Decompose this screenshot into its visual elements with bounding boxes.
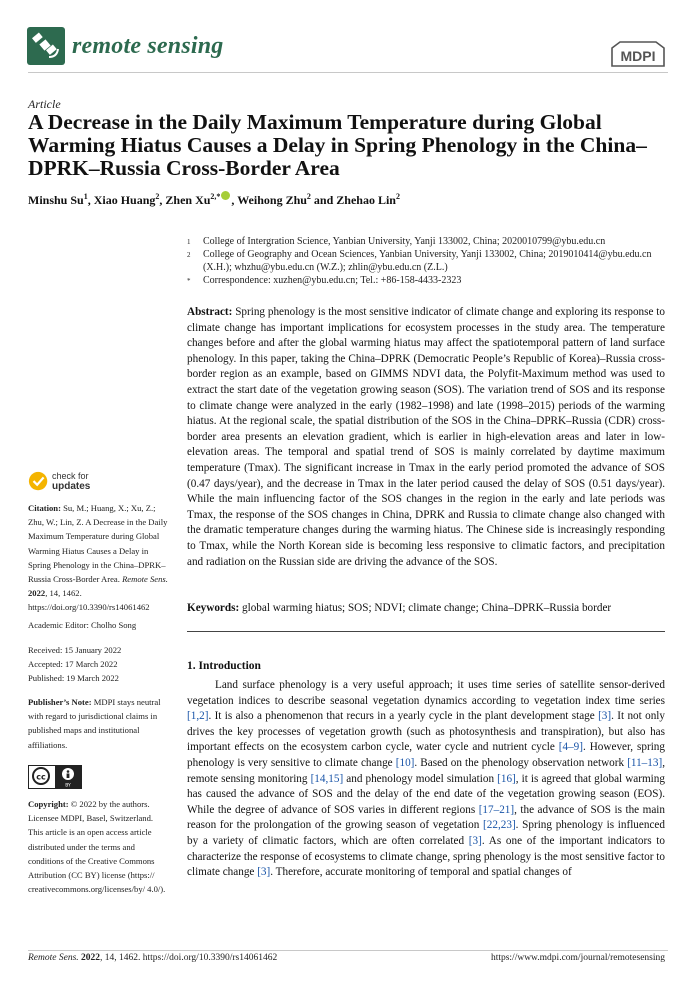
citation-link[interactable]: [16] [497,772,516,785]
keywords [187,601,665,616]
accepted-date: Accepted: 17 March 2022 [28,659,118,669]
intro-text: . It not only drives the key processes of vegetation growth (such as photosynthesis and transpiration), but also has important effects on the ecosystem carbon cycle, water cycle and nutrient cycle [187,710,665,754]
citation-link[interactable]: [10] [395,756,415,769]
author-affil: 2,* [210,192,221,201]
published-date: Published: 19 March 2022 [28,673,119,683]
abstract-text: Spring phenology is the most sensitive indicator of climate change and exploring its response to climate change has important implications for ecosystem processes in the study area. The temperature changes before and after the global warming hiatus may affect the spatiotemporal pattern of land surface phenology. In this paper, taking the China–DPRK (Democratic People’s Republic of Korea)–Russia cross-border region as an example, based on GIMMS NDVI data, the Polyfit-Maximum method was used to extract the start date of the vegetation growing season (SOS). The variation trend of SOS and its response to climate change were analyzed in the early (1982–1998) and late (1998–2015) periods of the warming hiatus. At the regional scale, the spatial distribution of the SOS in the China–DPRK–Russia (CDR) cross-border area presents an elevation gradient, which is earlier in high-elevation areas and later in low-elevation areas. The temporal and spatial trend of SOS is mainly correlated by daytime maximum temperature (Tmax). The significant increase in Tmax in the early period promoted the advance of SOS (0.47 days/year), and the decrease in Tmax in the later period caused the delay of SOS (0.51 days/year). While the main influencing factor of the SOS changes in the region in the early and late periods was Tmax, the response of the SOS changes in China, DPRK and Russia to climate change also changed with the dramatic temperature changes during the warming hiatus. The Chinese side is increasingly responding to Tmax, while the North Korean side is becoming less responsive to climatic factors, and precipitation and radiation on the Russian side are driving the advance of the SOS. [187,306,665,568]
citation-link[interactable]: [3] [598,710,612,723]
footer-citation: Remote Sens. 2022, 14, 1462. https://doi.org/10.3390/rs14061462 [28,953,278,963]
intro-text: . However, spring phenology is very sensitive to climate change [187,741,665,769]
check-for-updates-icon[interactable] [28,470,50,494]
journal-name: remote sensing [72,33,224,59]
intro-text: . Spring phenology is influenced by a variety of climatic factors, which are often correlated [187,819,665,847]
author-name[interactable]: Zhehao Lin [336,193,396,207]
citation-doi-link[interactable]: https://doi.org/10.3390/rs14061462 [28,602,150,613]
footer-journal-url[interactable]: https://www.mdpi.com/journal/remotesensing [490,953,665,963]
intro-text: . It is also a phenomenon that recurs in a yearly cycle in the plant development stage [208,710,599,723]
affiliation-1: 1 College of Intergration Science, Yanbian University, Yanji 133002, China; 2020010799@ybu.edu.cn [187,236,606,247]
header-divider [28,72,668,73]
intro-text: . Based on the phenology observation network [414,756,628,769]
section-heading: 1. Introduction [187,660,261,672]
citation-link[interactable]: [22,23] [483,819,516,832]
citation: Citation: Su, M.; Huang, X.; Xu, Z.; Zhu, W.; Lin, Z. A Decrease in the Daily Maximum Temperature during Global Warming Hiatus Causes a Delay in Spring Phenology in the China–DPRK–Russia Cross-Border Area. Remote Sens. 2022, 14, 1462. https://doi.org/10.3390/rs14061462 [28,503,168,613]
cc-by-license-icon[interactable] [28,765,82,789]
received-date: Received: 15 January 2022 [28,645,122,655]
keywords-text: global warming hiatus; SOS; NDVI; climate change; China–DPRK–Russia border [242,602,612,614]
satellite-icon [27,27,65,65]
citation-link[interactable]: [11–13] [627,756,663,769]
citation-link[interactable]: [4–9] [558,741,583,754]
citation-link[interactable]: [3] [257,866,271,879]
publisher-note: Publisher’s Note: MDPI stays neutral with regard to jurisdictional claims in published maps and institutional affiliations. [28,697,161,750]
author-name[interactable]: Xiao Huang [93,193,156,207]
affiliation-2: 2 College of Geography and Ocean Sciences, Yanbian University, Yanji 133002, China; 2019010414@ybu.edu.cn (X.H.); whzhu@ybu.edu.cn (W.Z.); zhlin@ybu.edu.cn (Z.L.) [187,249,652,273]
author-affil: 2 [155,192,160,201]
copyright: Copyright: © 2022 by the authors. Licensee MDPI, Basel, Switzerland. This article is an open access article distributed under the terms and conditions of the Creative Commons Attribution (CC BY) license (https:// creativecommons.org/licenses/by/ 4.0/). [28,799,166,895]
author-affil: 2 [395,192,400,201]
svg-text:cc: cc [36,772,46,782]
intro-text: , remote sensing monitoring [187,756,665,785]
abstract-label: Abstract: [187,306,233,318]
intro-text: . Therefore, accurate monitoring of temporal and spatial changes of [270,866,572,879]
citation-link[interactable]: [17–21] [478,803,515,816]
footer-divider [28,950,668,951]
author-affil: 1 [83,192,88,201]
intro-paragraph [187,678,665,881]
correspondence: * Correspondence: xuzhen@ybu.edu.cn; Tel.: +86-158-4433-2323 [187,275,462,286]
intro-text: Land surface phenology is a very useful approach; it uses time series of satellite sensor-derived vegetation indices to describe seasonal vegetation dynamics according to vegetation index time series [187,679,665,707]
section-divider [187,631,665,632]
mdpi-logo [608,40,668,70]
keywords-label: Keywords: [187,602,240,614]
intro-text: , it is agreed that global warming has caused the advance of SOS and the delay of the end date of the vegetation growing season (EOS). While the degree of advance of SOS varies in different regions [187,772,665,816]
orcid-icon[interactable] [221,191,230,200]
academic-editor: Academic Editor: Cholho Song [28,620,137,630]
author-name[interactable]: Weihong Zhu [237,193,307,207]
citation-link[interactable]: [3] [468,834,482,847]
abstract [187,305,665,570]
author-list: Minshu Su$^1$, Xiao Huang$^2$, Zhen $Xu^{2,*}$ , Weihong Zhu$^2$ and Zhehao Lin$^2$ [28,192,400,207]
article-type: Article [28,97,61,111]
check-for-updates-label[interactable]: check for updates [52,471,91,492]
author-name[interactable]: Zhen Xu [165,193,211,207]
svg-text:BY: BY [65,783,71,789]
author-name[interactable]: Minshu Su [28,193,84,207]
paper-title: A Decrease in the Daily Maximum Temperature during Global Warming Hiatus Causes a Delay in Spring Phenology in the China–DPRK–Russia Cross-Border Area [28,110,647,180]
intro-text: , the advance of SOS is the main reason for the prolongation of the growing season of vegetation [187,803,665,832]
citation-link[interactable]: [1,2] [187,710,209,723]
author-affil: 2 [306,192,311,201]
citation-link[interactable]: [14,15] [310,772,344,785]
intro-text: . As one of the important indicators to characterize the response of ecosystems to climate change, spring phenology is the most sensitive factor to climate change [187,834,665,879]
intro-text: and phenology model simulation [343,772,498,785]
svg-text:MDPI: MDPI [620,48,656,64]
